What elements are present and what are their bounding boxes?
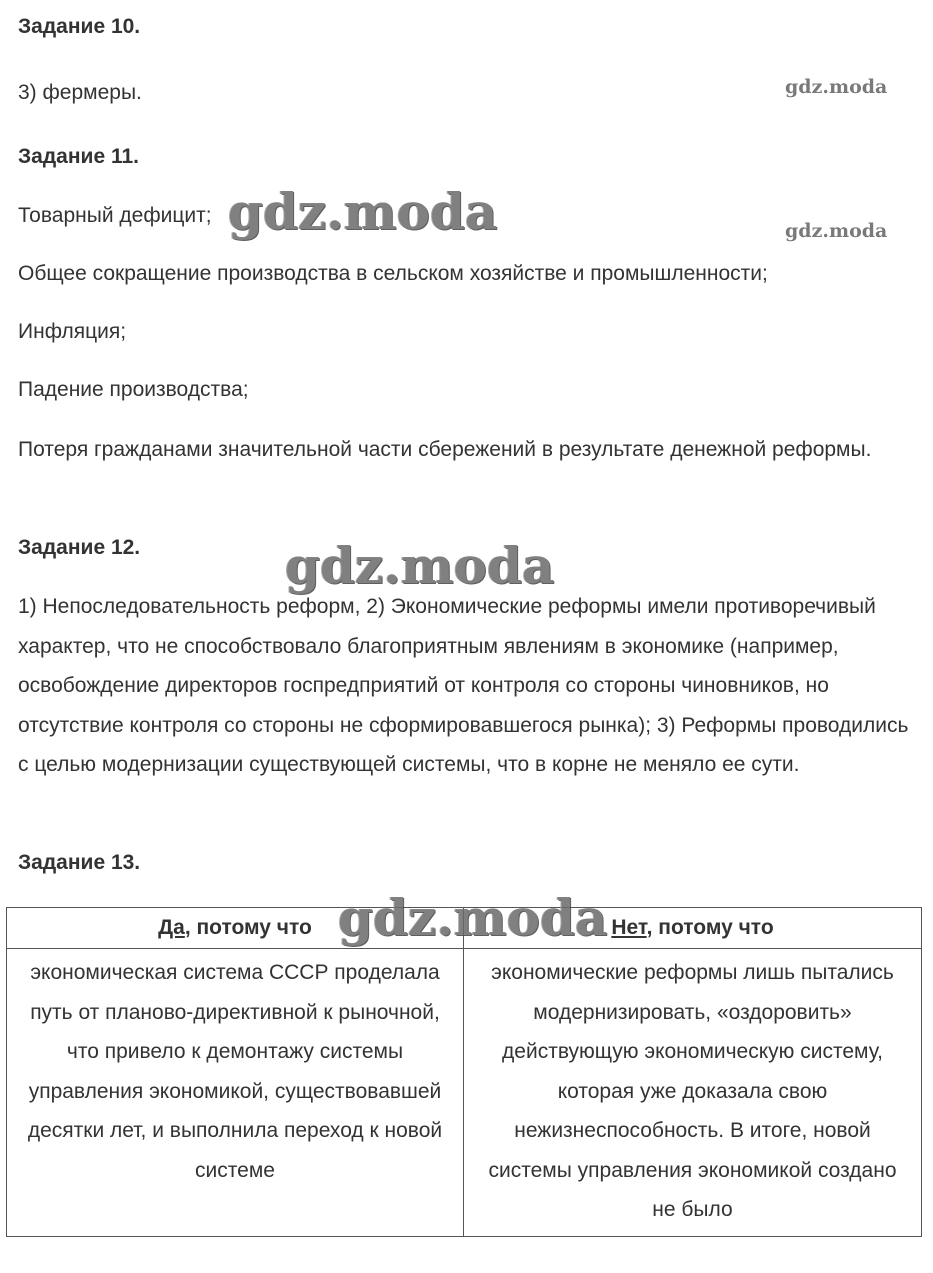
no-label: Нет — [611, 916, 647, 939]
task-10-answer: 3) фермеры. — [18, 81, 142, 104]
watermark-logo: gdz.moda — [228, 182, 498, 241]
no-label-rest: , потому что — [646, 916, 774, 939]
task-11-heading: Задание 11. — [18, 145, 139, 168]
watermark-logo: gdz.moda — [785, 220, 888, 242]
task-10-heading: Задание 10. — [18, 15, 141, 38]
watermark-logo: gdz.moda — [285, 536, 555, 595]
table-header-row — [7, 908, 922, 949]
table-cell-yes: экономическая система СССР проделала путь от планово-директивной к рыночной, что привело к демонтажу системы управления экономикой, существовавшей десятки лет, и выполнила переход к новой системе — [7, 949, 464, 1237]
task-12-text: 1) Непоследовательность реформ, 2) Экономические реформы имели противоречивый характер, что не способствовало благоприятным явлениям в экономике (например, освобождение директоров госпредприятий от контроля со стороны чиновников, но отсутствие контроля со стороны не сформировавшегося рынка); 3) Реформы проводились с целью модернизации существующей системы, что в корне не меняло ее сути. — [18, 595, 909, 776]
task-13-table — [6, 907, 922, 1237]
task-11-line-5: Потеря гражданами значительной части сбережений в результате денежной реформы. — [18, 438, 872, 461]
yes-label: Да — [158, 916, 185, 939]
task-11-line-1: Товарный дефицит; — [18, 204, 212, 227]
task-13-heading: Задание 13. — [18, 851, 141, 874]
table-header-no — [464, 908, 922, 949]
task-11-line-2: Общее сокращение производства в сельском хозяйстве и промышленности; — [18, 262, 768, 285]
table-cell-no: экономические реформы лишь пытались модернизировать, «оздоровить» действующую экономическую систему, которая уже доказала свою нежизнеспособность. В итоге, новой системы управления экономикой создано не было — [464, 949, 922, 1237]
table-header-yes — [7, 908, 464, 949]
table-row — [7, 949, 922, 1237]
task-11-line-4: Падение производства; — [18, 378, 249, 401]
watermark-logo: gdz.moda — [785, 76, 888, 98]
task-11-line-3: Инфляция; — [18, 320, 127, 343]
watermark-logo: gdz.moda — [338, 888, 608, 947]
task-12-heading: Задание 12. — [18, 536, 141, 559]
yes-label-rest: , потому что — [184, 916, 312, 939]
